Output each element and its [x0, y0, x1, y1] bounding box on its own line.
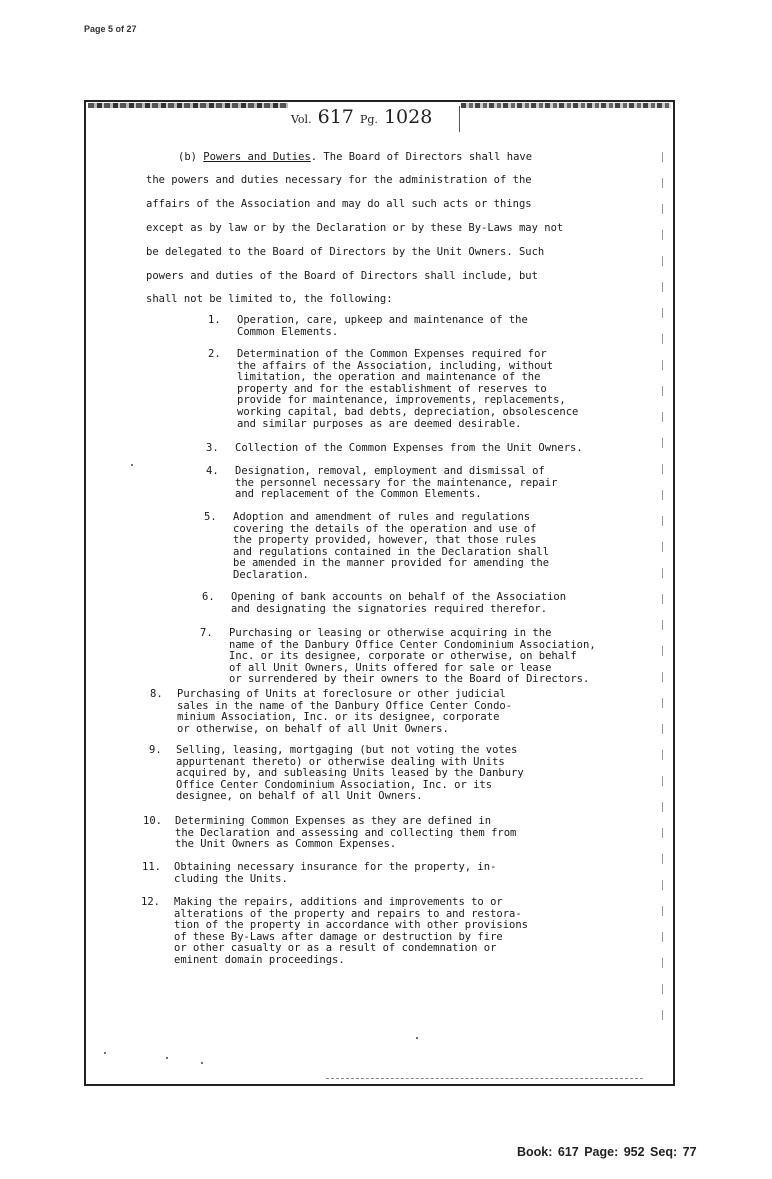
intro-line: be delegated to the Board of Directors by the Unit Owners. Such [146, 246, 545, 258]
book-page-sequence: Book: 617 Page: 952 Seq: 77 [517, 1145, 697, 1159]
item-number: 7. [200, 627, 213, 639]
scan-artifact [88, 103, 288, 108]
item-text: Obtaining necessary insurance for the property, in- cluding the Units. [174, 861, 497, 885]
item-text: Opening of bank accounts on behalf of the Association and designating the signatories required therefor. [231, 591, 567, 615]
item-number: 1. [208, 314, 221, 326]
item-text: Making the repairs, additions and improvements to or alterations of the property and repairs to and restora- tion of the property in accordance with other provisions of these By-Laws after damage or destruction by fire or other casualty or as a result of condemnation or eminent domain proceedings. [174, 896, 529, 966]
intro-line: powers and duties of the Board of Directors shall include, but [146, 270, 538, 282]
scan-artifact [461, 103, 671, 108]
reference-volume: 617 [317, 106, 354, 128]
list-item [150, 688, 513, 735]
list-item [141, 896, 529, 967]
scanned-document [84, 100, 675, 1086]
section-heading: Powers and Duties [203, 151, 311, 163]
item-number: 3. [206, 442, 219, 454]
item-number: 4. [206, 465, 219, 477]
item-text: Collection of the Common Expenses from the Unit Owners. [235, 442, 583, 454]
item-number: 6. [202, 591, 215, 603]
scan-speck [201, 1062, 203, 1064]
item-text: Purchasing of Units at foreclosure or other judicial sales in the name of the Danbury Office Center Condo- minium Association, Inc. or its designee, corporate or otherwise, on behalf of all Unit Owners. [177, 688, 513, 735]
list-item [206, 442, 583, 455]
section-heading-prefix: (b) [178, 151, 204, 163]
list-item [143, 815, 517, 851]
intro-line: shall not be limited to, the following: [146, 293, 393, 305]
scan-speck [416, 1037, 418, 1039]
item-number: 8. [150, 688, 163, 700]
scan-artifact [662, 152, 663, 1032]
item-number: 10. [143, 815, 162, 827]
reference-page: 1028 [383, 106, 433, 128]
page-label: Page 5 of 27 [84, 24, 137, 34]
list-item [202, 591, 567, 615]
scan-artifact [326, 1078, 643, 1079]
item-text: Designation, removal, employment and dismissal of the personnel necessary for the maintenance, repair and replacement of the Common Elements. [235, 465, 558, 501]
intro-line: The Board of Directors shall have [323, 151, 533, 163]
item-text: Purchasing or leasing or otherwise acquiring in the name of the Danbury Office Center Condominium Association, Inc. or its designee, corporate or otherwise, on behalf of all Unit Owners, Units offered for sale or lease or surrendered by their owners to the Board of Directors. [229, 627, 596, 686]
list-item [208, 348, 579, 430]
item-text: Selling, leasing, mortgaging (but not voting the votes appurtenant thereto) or otherwise dealing with Units acquired by, and subleasing Units leased by the Danbury Office Center Condominium Association, Inc. or its designee, on behalf of all Unit Owners. [176, 744, 524, 803]
scan-artifact [459, 106, 460, 132]
list-item [149, 744, 524, 803]
intro-line: affairs of the Association and may do all such acts or things [146, 198, 532, 210]
item-text: Determination of the Common Expenses required for the affairs of the Association, including, without limitation, the operation and maintenance of the property and for the establishment of reserves to provide for maintenance, improvements, replacements, working capital, bad debts, depreciation, obsolescence and similar purposes as are deemed desirable. [237, 348, 579, 430]
item-number: 5. [204, 511, 217, 523]
item-text: Determining Common Expenses as they are defined in the Declaration and assessing and collecting them from the Unit Owners as Common Expenses. [175, 815, 517, 851]
scan-speck [131, 464, 133, 466]
list-item [206, 465, 558, 501]
list-item [200, 627, 596, 686]
list-item [208, 314, 528, 338]
item-number: 12. [141, 896, 160, 908]
list-item [204, 511, 550, 582]
item-number: 9. [149, 744, 162, 756]
list-item [142, 861, 497, 885]
section-heading-line: (b) Powers and Duties. The Board of Directors shall have [178, 151, 533, 163]
scan-speck [104, 1052, 106, 1054]
item-text: Adoption and amendment of rules and regulations covering the details of the operation and use of the property provided, however, that those rules and regulations contained in the Declaration shall be amended in the manner provided for amending the Declaration. [233, 511, 550, 581]
item-number: 2. [208, 348, 221, 360]
intro-line: except as by law or by the Declaration or by these By-Laws may not [146, 222, 564, 234]
intro-line: the powers and duties necessary for the administration of the [146, 174, 532, 186]
item-text: Operation, care, upkeep and maintenance of the Common Elements. [237, 314, 528, 338]
document-reference: Vol. 617 Pg. 1028 [291, 106, 433, 128]
item-number: 11. [142, 861, 161, 873]
scan-speck [166, 1057, 168, 1059]
